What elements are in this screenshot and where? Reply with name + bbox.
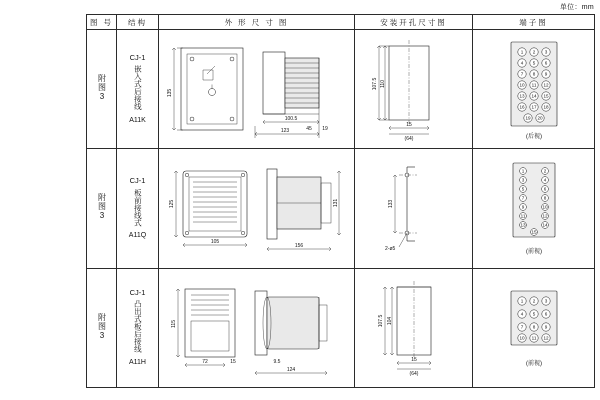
terminal-num: 13 xyxy=(519,93,525,99)
cell-panel-cut-3 xyxy=(355,268,473,387)
structure-code-2: A11Q xyxy=(128,232,147,240)
dim-64: (64) xyxy=(409,370,419,377)
dim-9-5: 9.5 xyxy=(273,358,281,365)
col-header-structure: 结构 xyxy=(117,15,159,30)
terminal-num: 14 xyxy=(531,93,537,99)
cell-panel-cut-1 xyxy=(355,30,473,149)
terminal-num: 4 xyxy=(543,177,547,183)
terminal-num: 16 xyxy=(519,104,525,110)
terminal-num: 1 xyxy=(520,49,524,55)
terminal-num: 1 xyxy=(521,168,525,174)
terminal-num: 11 xyxy=(531,335,537,341)
terminal-num: 12 xyxy=(542,213,548,219)
fig-no-label-2: 附图3 xyxy=(97,193,107,222)
terminal-num: 18 xyxy=(543,104,549,110)
terminal-num: 7 xyxy=(521,195,525,201)
fig-no-label-1: 附图3 xyxy=(97,74,107,103)
terminal-num: 10 xyxy=(542,204,548,210)
cell-outline-3 xyxy=(159,268,355,387)
terminal-num: 7 xyxy=(520,71,524,77)
dim-15: 15 xyxy=(411,356,417,363)
dim-115: 115 xyxy=(171,319,177,328)
dim-133: 133 xyxy=(388,200,394,209)
terminal-num: 14 xyxy=(542,222,548,228)
dim-156: 156 xyxy=(294,243,304,250)
terminal-num: 10 xyxy=(519,335,525,341)
structure-model-1: CJ-1 xyxy=(129,53,146,63)
col-header-outline: 外 形 尺 寸 图 xyxy=(159,15,355,30)
dim-15: 15 xyxy=(406,122,412,128)
note-2-phi5: 2-ø5 xyxy=(385,246,396,253)
structure-type-1: 嵌入式后接线 xyxy=(133,65,143,111)
cell-outline-2 xyxy=(159,149,355,268)
structure-code-3: A11H xyxy=(129,358,146,366)
terminal-num: 2 xyxy=(532,298,536,304)
cell-structure-2 xyxy=(117,149,159,268)
structure-type-3: 凸出式板后接线 xyxy=(133,300,143,353)
table-row xyxy=(87,268,595,387)
col-header-panel-cut: 安装开孔尺寸图 xyxy=(355,15,473,30)
fig-no-label-3: 附图3 xyxy=(97,312,107,341)
terminal-num: 13 xyxy=(520,222,526,228)
dim-107-5: 107.5 xyxy=(372,77,378,91)
dim-125: 125 xyxy=(169,200,175,209)
terminal-num: 12 xyxy=(543,335,549,341)
outline-drawing-2 xyxy=(159,149,355,266)
col-header-terminal: 端子图 xyxy=(473,15,595,30)
dim-107-5: 107.5 xyxy=(378,314,384,327)
structure-model-2: CJ-1 xyxy=(129,176,146,186)
table-row xyxy=(87,149,595,268)
terminal-num: 12 xyxy=(543,82,549,88)
dim-100-5: 100.5 xyxy=(284,116,298,122)
terminal-num: 4 xyxy=(520,60,524,66)
terminal-view-note-3: (前视) xyxy=(526,360,542,367)
panel-cut-drawing-1 xyxy=(355,30,473,147)
terminal-drawing-3 xyxy=(473,269,595,386)
cell-terminal-1 xyxy=(473,30,595,149)
terminal-view-note-1: (后视) xyxy=(526,134,542,140)
terminal-num: 1 xyxy=(520,298,524,304)
terminal-num: 5 xyxy=(532,60,536,66)
dim-131: 131 xyxy=(333,199,339,208)
structure-type-2: 板前接线式 xyxy=(133,188,143,227)
terminal-num: 5 xyxy=(532,311,536,317)
terminal-num: 5 xyxy=(521,186,525,192)
unit-note: 单位：mm xyxy=(559,4,594,11)
dim-135: 135 xyxy=(167,88,173,98)
cell-fig-no-1 xyxy=(87,30,117,149)
terminal-num: 8 xyxy=(543,195,547,201)
terminal-num: 8 xyxy=(532,71,536,77)
outline-drawing-3 xyxy=(159,269,355,386)
terminal-num: 7 xyxy=(520,324,524,330)
terminal-num: 9 xyxy=(521,204,525,210)
table-row xyxy=(87,30,595,149)
cell-fig-no-2 xyxy=(87,149,117,268)
terminal-num: 11 xyxy=(520,213,526,219)
dim-45: 45 xyxy=(306,126,312,132)
terminal-num: 2 xyxy=(543,168,547,174)
terminal-num: 3 xyxy=(544,49,548,55)
dim-19: 19 xyxy=(322,126,328,132)
terminal-num: 19 xyxy=(525,115,531,121)
terminal-drawing-1 xyxy=(473,30,595,147)
cell-panel-cut-2 xyxy=(355,149,473,268)
table-header-row xyxy=(87,15,595,30)
terminal-num: 20 xyxy=(537,115,543,121)
terminal-num: 10 xyxy=(519,82,525,88)
dim-15: 15 xyxy=(230,358,236,365)
dim-124: 124 xyxy=(286,366,296,373)
cell-terminal-2 xyxy=(473,149,595,268)
terminal-num: 3 xyxy=(544,298,548,304)
terminal-num: 11 xyxy=(531,82,537,88)
terminal-num: 15 xyxy=(543,93,549,99)
terminal-drawing-2 xyxy=(473,149,595,266)
cell-structure-1 xyxy=(117,30,159,149)
dim-72: 72 xyxy=(202,358,208,365)
terminal-num: 8 xyxy=(532,324,536,330)
terminal-num: 3 xyxy=(521,177,525,183)
dim-123: 123 xyxy=(280,128,290,134)
structure-model-3: CJ-1 xyxy=(129,288,146,298)
cell-terminal-3 xyxy=(473,268,595,387)
dim-105: 105 xyxy=(210,239,220,246)
dim-110: 110 xyxy=(380,80,386,88)
terminal-num: 9 xyxy=(544,71,548,77)
cell-structure-3 xyxy=(117,268,159,387)
terminal-num: 4 xyxy=(520,311,524,317)
col-header-fig-no: 图 号 xyxy=(87,15,117,30)
cell-fig-no-3 xyxy=(87,268,117,387)
terminal-num: 6 xyxy=(544,311,548,317)
terminal-num: 6 xyxy=(544,60,548,66)
terminal-num: 9 xyxy=(544,324,548,330)
outline-drawing-1 xyxy=(159,30,355,147)
structure-code-1: A11K xyxy=(129,116,146,124)
spec-table xyxy=(86,14,595,388)
dim-64: (64) xyxy=(404,136,414,142)
terminal-num: 6 xyxy=(543,186,547,192)
panel-cut-drawing-3 xyxy=(355,269,473,386)
terminal-num: 17 xyxy=(531,104,537,110)
terminal-num: 2 xyxy=(532,49,536,55)
terminal-num: 15 xyxy=(531,229,537,235)
cell-outline-1 xyxy=(159,30,355,149)
terminal-view-note-2: (前视) xyxy=(526,249,542,256)
panel-cut-drawing-2 xyxy=(355,149,473,266)
dim-104: 104 xyxy=(387,316,393,325)
